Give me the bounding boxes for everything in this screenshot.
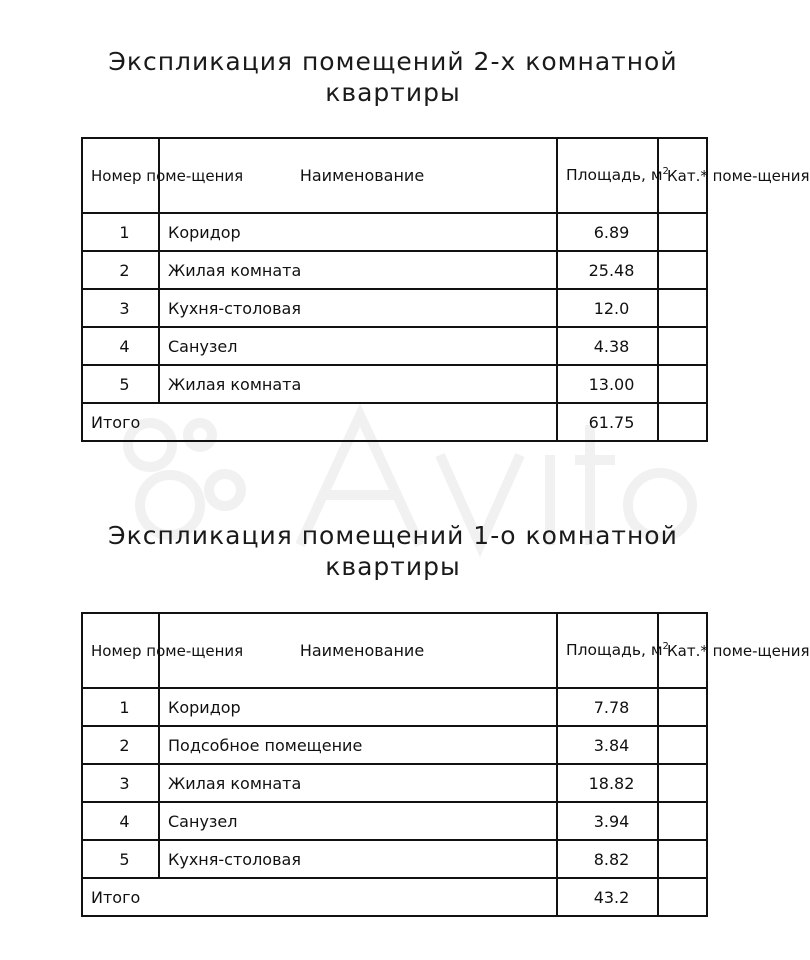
- room-area: 13.00: [557, 365, 658, 403]
- table-row: [82, 840, 707, 878]
- room-name: Кухня-столовая: [159, 840, 557, 878]
- table-row: [82, 213, 707, 251]
- table-row: [82, 289, 707, 327]
- header-name: Наименование: [159, 613, 557, 688]
- room-number: 3: [82, 289, 159, 327]
- table-row: [82, 802, 707, 840]
- room-number: 1: [82, 213, 159, 251]
- room-area: 12.0: [557, 289, 658, 327]
- header-area: [557, 613, 669, 688]
- room-category: [658, 213, 707, 251]
- explication-table-2-room: [81, 137, 810, 442]
- room-name: Жилая комната: [159, 365, 557, 403]
- section-1-title-line-2: квартиры: [325, 78, 461, 107]
- header-category: Кат.* поме-щения: [658, 138, 707, 213]
- room-area: 7.78: [557, 688, 658, 726]
- room-number: 3: [82, 764, 159, 802]
- room-category: [658, 327, 707, 365]
- total-category: [658, 878, 707, 916]
- header-category: Кат.* поме-щения: [658, 613, 707, 688]
- header-area-unit-sup: 2: [662, 641, 669, 653]
- room-name: Подсобное помещение: [159, 726, 557, 764]
- room-area: 4.38: [557, 327, 658, 365]
- header-area-label: Площадь, м: [566, 641, 663, 660]
- room-name: Жилая комната: [159, 764, 557, 802]
- room-category: [658, 688, 707, 726]
- room-category: [658, 251, 707, 289]
- room-number: 5: [82, 840, 159, 878]
- total-category: [658, 403, 707, 441]
- table-row: [82, 726, 707, 764]
- room-name: Кухня-столовая: [159, 289, 557, 327]
- header-number: Номер поме-щения: [82, 138, 159, 213]
- total-area: 61.75: [557, 403, 658, 441]
- header-area-label: Площадь, м: [566, 166, 663, 185]
- room-category: [658, 840, 707, 878]
- table-row: [82, 327, 707, 365]
- section-2-title-line-1: Экспликация помещений 1-о комнатной: [108, 521, 678, 550]
- room-area: 8.82: [557, 840, 658, 878]
- room-area: 3.84: [557, 726, 658, 764]
- room-category: [658, 289, 707, 327]
- table-row: [82, 688, 707, 726]
- room-category: [658, 764, 707, 802]
- total-row: [82, 403, 707, 441]
- room-name: Санузел: [159, 327, 557, 365]
- total-row: [82, 878, 707, 916]
- room-area: 25.48: [557, 251, 658, 289]
- explication-table-1-room: [81, 612, 810, 917]
- section-2-title: [0, 520, 786, 582]
- header-number: Номер поме-щения: [82, 613, 159, 688]
- room-number: 5: [82, 365, 159, 403]
- total-label: Итого: [82, 878, 557, 916]
- room-category: [658, 365, 707, 403]
- room-number: 2: [82, 726, 159, 764]
- header-area: [557, 138, 669, 213]
- room-name: Жилая комната: [159, 251, 557, 289]
- room-number: 4: [82, 327, 159, 365]
- table-row: [82, 764, 707, 802]
- room-number: 1: [82, 688, 159, 726]
- room-name: Коридор: [159, 688, 557, 726]
- header-area-unit-sup: 2: [662, 166, 669, 178]
- section-1-title: [0, 46, 786, 108]
- room-category: [658, 802, 707, 840]
- room-category: [658, 726, 707, 764]
- header-name: Наименование: [159, 138, 557, 213]
- table-header-row: [82, 613, 707, 688]
- section-2-title-line-2: квартиры: [325, 552, 461, 581]
- room-area: 18.82: [557, 764, 658, 802]
- section-1-title-line-1: Экспликация помещений 2-х комнатной: [108, 47, 678, 76]
- room-number: 4: [82, 802, 159, 840]
- room-name: Коридор: [159, 213, 557, 251]
- room-area: 3.94: [557, 802, 658, 840]
- room-number: 2: [82, 251, 159, 289]
- room-area: 6.89: [557, 213, 658, 251]
- table-header-row: [82, 138, 707, 213]
- total-label: Итого: [82, 403, 557, 441]
- table-row: [82, 365, 707, 403]
- total-area: 43.2: [557, 878, 658, 916]
- table-row: [82, 251, 707, 289]
- room-name: Санузел: [159, 802, 557, 840]
